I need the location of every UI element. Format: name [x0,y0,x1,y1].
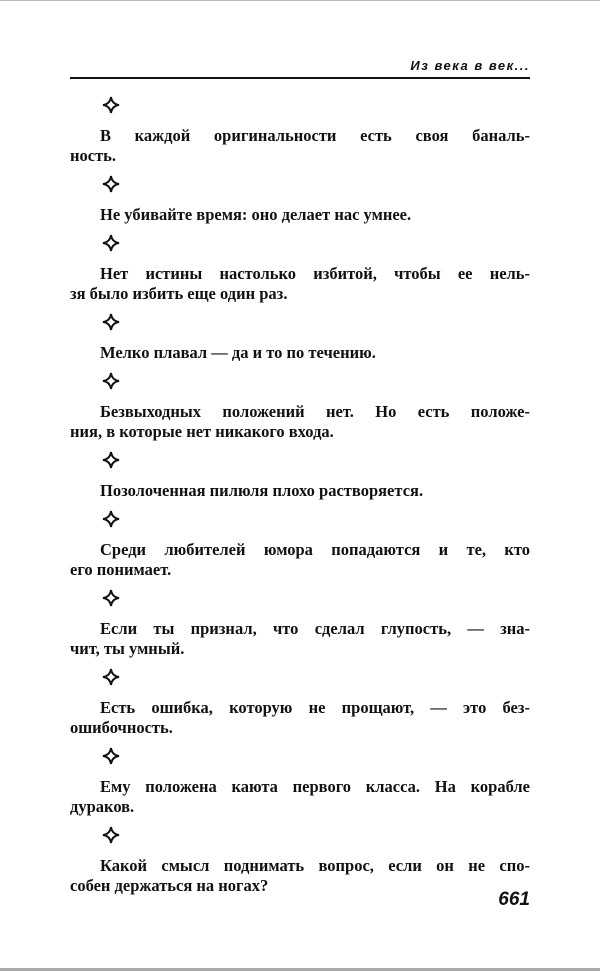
aphorism-item [70,95,530,166]
running-head: Из века в век... [410,58,530,73]
aphorism-item [70,746,530,817]
aphorism-line: Среди любителей юмора попадаются и те, кто [100,540,530,559]
four-point-star-icon [70,667,530,698]
aphorism-item [70,233,530,304]
aphorism-line: зя было избить еще один раз. [70,284,288,303]
aphorism-item [70,667,530,738]
aphorism-list [70,95,530,904]
aphorism-line: Ему положена каюта первого класса. На корабле [100,777,530,796]
four-point-star-icon [70,825,530,856]
aphorism-item [70,312,530,363]
aphorism-line: Позолоченная пилюля плохо растворяется. [100,481,424,500]
aphorism-item [70,509,530,580]
four-point-star-icon [70,174,530,205]
aphorism-item [70,371,530,442]
aphorism-item [70,588,530,659]
aphorism-line: ность. [70,146,117,165]
aphorism-line: дураков. [70,797,135,816]
aphorism-item [70,450,530,501]
aphorism-line: ния, в которые нет никакого входа. [70,422,334,441]
aphorism-item [70,174,530,225]
four-point-star-icon [70,371,530,402]
four-point-star-icon [70,233,530,264]
page-bottom-edge [0,968,600,971]
aphorism-line: собен держаться на ногах? [70,876,269,895]
aphorism-line: чит, ты умный. [70,639,185,658]
aphorism-line: Есть ошибка, которую не прощают, — это без- [100,698,530,717]
four-point-star-icon [70,95,530,126]
four-point-star-icon [70,746,530,777]
aphorism-line: Если ты признал, что сделал глупость, — зна- [100,619,530,638]
aphorism-line: Какой смысл поднимать вопрос, если он не спо- [100,856,530,875]
four-point-star-icon [70,312,530,343]
four-point-star-icon [70,450,530,481]
aphorism-line: Безвыходных положений нет. Но есть положе- [100,402,530,421]
aphorism-line: В каждой оригинальности есть своя баналь- [100,126,530,145]
page-top-edge [0,0,600,1]
aphorism-line: Нет истины настолько избитой, чтобы ее нель- [100,264,530,283]
four-point-star-icon [70,588,530,619]
aphorism-line: его понимает. [70,560,172,579]
aphorism-item [70,825,530,896]
aphorism-line: Мелко плавал — да и то по течению. [100,343,376,362]
aphorism-line: ошибочность. [70,718,173,737]
header-rule [70,77,530,79]
four-point-star-icon [70,509,530,540]
aphorism-line: Не убивайте время: оно делает нас умнее. [100,205,412,224]
page-number: 661 [498,889,530,910]
